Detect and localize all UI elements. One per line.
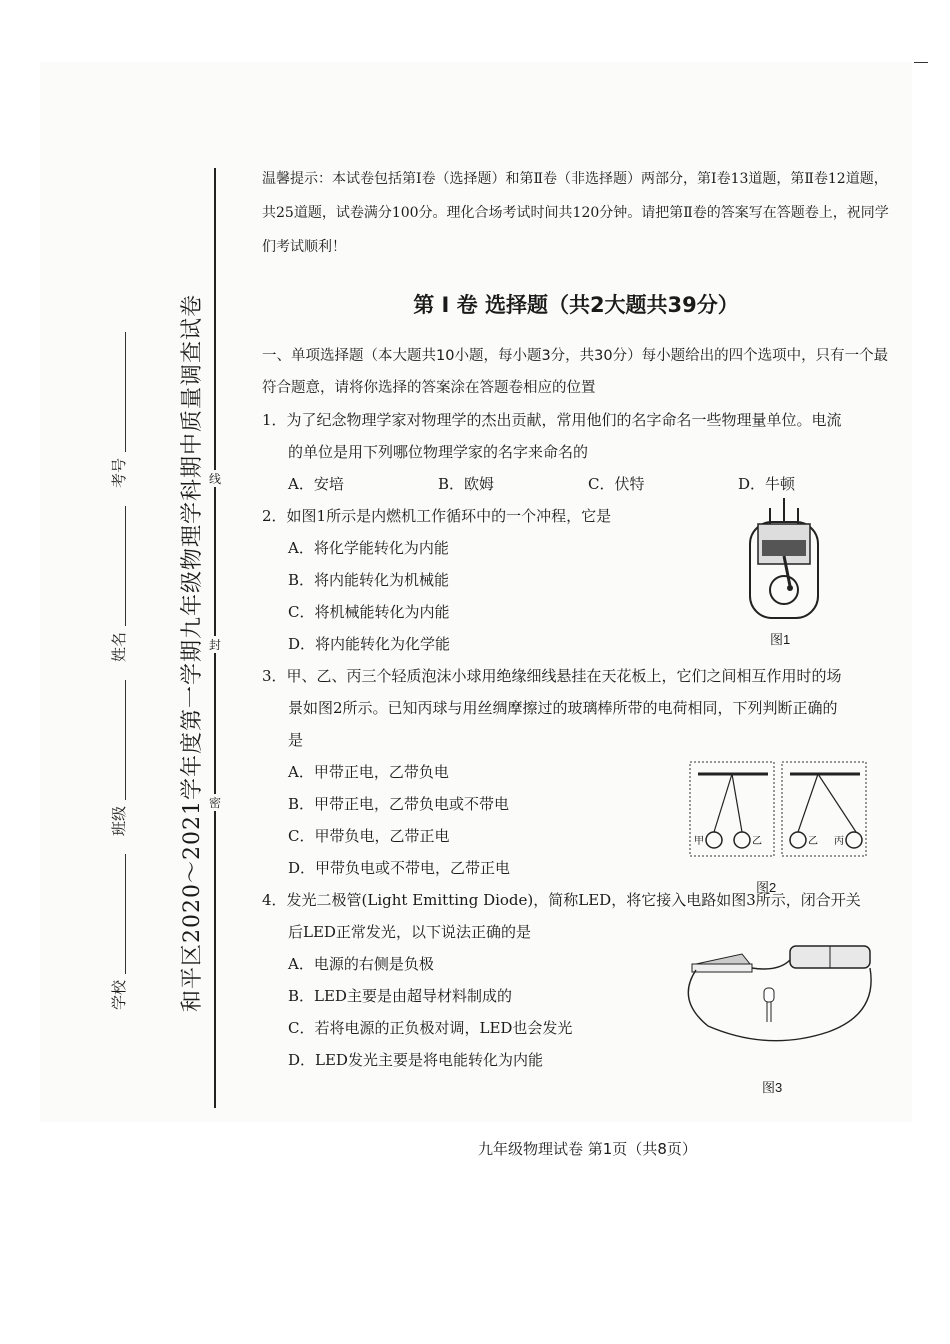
figure-3-caption: 图3 bbox=[762, 1080, 783, 1095]
name-label: 姓名 bbox=[110, 631, 128, 662]
q1-option-a[interactable]: A．安培 bbox=[288, 475, 344, 493]
name-field bbox=[108, 506, 129, 662]
seal-mark-line: 线 bbox=[206, 470, 224, 487]
q2-option-c[interactable]: C．将机械能转化为内能 bbox=[288, 603, 450, 621]
number-blank bbox=[111, 332, 126, 452]
exam-title-vertical: 和平区2020～2021学年度第一学期九年级物理学科期中质量调查试卷 bbox=[180, 294, 205, 1012]
seal-mark-secret: 密 bbox=[206, 794, 224, 811]
q3-option-d[interactable]: D．甲带负电或不带电，乙带正电 bbox=[288, 859, 511, 877]
q2-stem: 2．如图1所示是内燃机工作循环中的一个冲程，它是 bbox=[262, 507, 612, 525]
q4-option-b[interactable]: B．LED主要是由超导材料制成的 bbox=[288, 987, 512, 1005]
charged-balls-figure bbox=[688, 760, 868, 860]
class-label: 班级 bbox=[110, 805, 128, 836]
q4-option-d[interactable]: D．LED发光主要是将电能转化为内能 bbox=[288, 1051, 543, 1069]
q2-option-b[interactable]: B．将内能转化为机械能 bbox=[288, 571, 450, 589]
q1-option-c[interactable]: C．伏特 bbox=[588, 475, 645, 493]
q4-stem-line1: 4．发光二极管(Light Emitting Diode)，简称LED，将它接入电路如图3所示，闭合开关 bbox=[262, 891, 861, 909]
q3-option-c[interactable]: C．甲带负电，乙带正电 bbox=[288, 827, 450, 845]
q4-option-a[interactable]: A．电源的右侧是负极 bbox=[288, 955, 434, 973]
q3-stem-line3: 是 bbox=[288, 731, 304, 749]
school-field bbox=[108, 854, 129, 1010]
corner-mark bbox=[914, 62, 928, 63]
q4-stem-line2: 后LED正常发光，以下说法正确的是 bbox=[288, 923, 531, 941]
q1-stem-line1: 1．为了纪念物理学家对物理学的杰出贡献，常用他们的名字命名一些物理量单位。电流 bbox=[262, 411, 842, 429]
class-blank bbox=[111, 680, 126, 800]
name-blank bbox=[111, 506, 126, 626]
class-field bbox=[108, 680, 129, 836]
main-content bbox=[262, 162, 890, 1095]
q2-option-d[interactable]: D．将内能转化为化学能 bbox=[288, 635, 451, 653]
q1-stem-line2: 的单位是用下列哪位物理学家的名字来命名的 bbox=[288, 443, 589, 461]
ball-label-yi-right: 乙 bbox=[808, 836, 818, 847]
q1-option-b[interactable]: B．欧姆 bbox=[438, 475, 495, 493]
q3-stem-line1: 3．甲、乙、丙三个轻质泡沫小球用绝缘细线悬挂在天花板上，它们之间相互作用时的场 bbox=[262, 667, 842, 685]
q3-option-a[interactable]: A．甲带正电，乙带负电 bbox=[288, 763, 449, 781]
page-footer: 九年级物理试卷 第1页（共8页） bbox=[478, 1140, 697, 1158]
ball-label-jia-left: 甲 bbox=[694, 836, 704, 847]
question-3 bbox=[262, 660, 890, 895]
part-one-instructions: 一、单项选择题（本大题共10小题，每小题3分，共30分）每小题给出的四个选项中，只有一个最符合题意，请将你选择的答案涂在答题卷相应的位置 bbox=[262, 348, 889, 396]
figure-2-caption: 图2 bbox=[756, 880, 777, 895]
ball-label-bing: 丙 bbox=[834, 836, 844, 847]
question-1 bbox=[262, 404, 890, 500]
q4-option-c[interactable]: C．若将电源的正负极对调，LED也会发光 bbox=[288, 1019, 573, 1037]
number-label: 考号 bbox=[110, 457, 128, 488]
q2-option-a[interactable]: A．将化学能转化为内能 bbox=[288, 539, 449, 557]
q1-option-d[interactable]: D．牛顿 bbox=[738, 475, 796, 493]
engine-figure bbox=[740, 494, 828, 624]
question-4 bbox=[262, 884, 890, 1095]
q3-stem-line2: 景如图2所示。已知丙球与用丝绸摩擦过的玻璃棒所带的电荷相同，下列判断正确的 bbox=[288, 699, 838, 717]
notice-text: 温馨提示：本试卷包括第Ⅰ卷（选择题）和第Ⅱ卷（非选择题）两部分，第Ⅰ卷13道题，第Ⅱ卷12道题，共25道题，试卷满分100分。理化合场考试时间共120分钟。请把第Ⅱ卷的答案写在答题卷上，祝同学们考试顺利！ bbox=[262, 171, 889, 255]
student-info-fields bbox=[108, 370, 129, 1010]
figure-1-caption: 图1 bbox=[770, 632, 791, 647]
question-2 bbox=[262, 500, 890, 660]
school-label: 学校 bbox=[110, 979, 128, 1010]
ball-label-yi-left: 乙 bbox=[752, 836, 762, 847]
led-circuit-figure bbox=[678, 940, 878, 1052]
section-title: 第 Ⅰ 卷 选择题（共2大题共39分） bbox=[413, 293, 739, 317]
school-blank bbox=[111, 854, 126, 974]
seal-mark-seal: 封 bbox=[206, 636, 224, 653]
q3-option-b[interactable]: B．甲带正电，乙带负电或不带电 bbox=[288, 795, 510, 813]
number-field bbox=[108, 332, 129, 488]
